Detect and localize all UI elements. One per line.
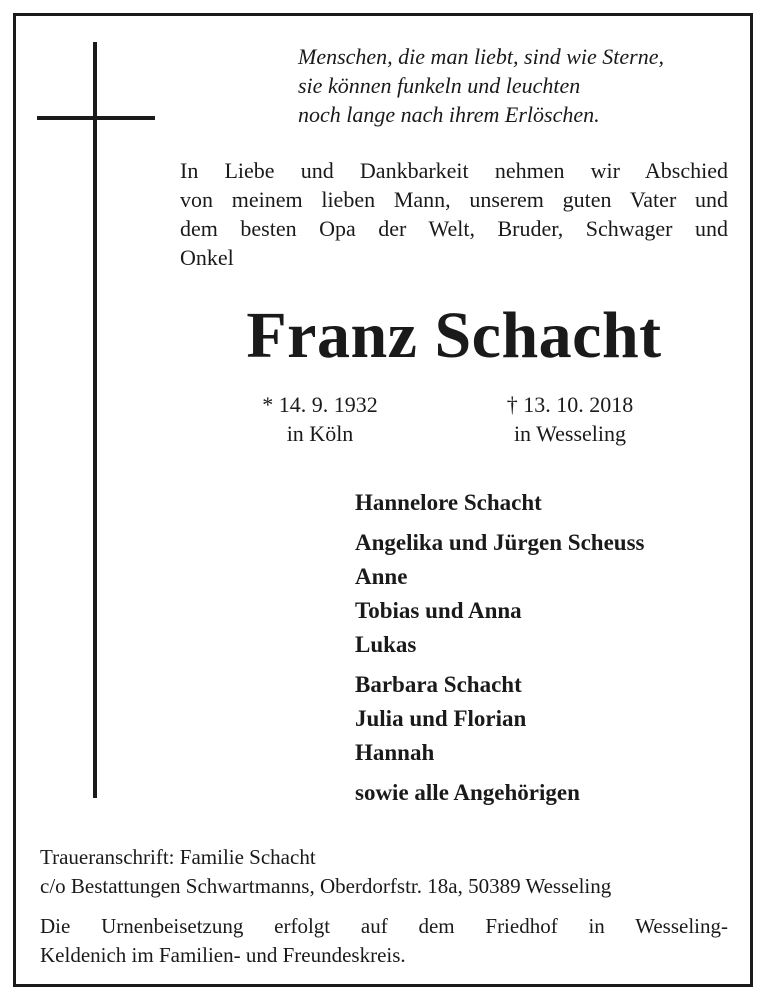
burial-line: Keldenich im Familien- und Freundeskreis. bbox=[40, 943, 406, 967]
birth-place: in Köln bbox=[286, 421, 354, 446]
mourner-group bbox=[355, 668, 645, 770]
mourner: Anne bbox=[355, 564, 408, 589]
deceased-name: Franz Schacht bbox=[246, 299, 662, 372]
address-line: Traueranschrift: Familie Schacht bbox=[40, 845, 316, 869]
mourner-group bbox=[355, 486, 645, 520]
cross-icon-bar bbox=[37, 116, 155, 120]
poem-line: Menschen, die man liebt, sind wie Sterne, bbox=[298, 44, 664, 69]
birth-info bbox=[250, 390, 390, 448]
mourner-group bbox=[355, 776, 645, 810]
intro-line: In Liebe und Dankbarkeit nehmen wir Abschied bbox=[180, 158, 728, 183]
mourner: Hannah bbox=[355, 740, 435, 765]
death-date: † 13. 10. 2018 bbox=[506, 392, 634, 417]
cross-icon bbox=[93, 42, 97, 798]
mourner: sowie alle Angehörigen bbox=[355, 780, 580, 805]
poem-line: sie können funkeln und leuchten bbox=[298, 73, 581, 98]
address-line: c/o Bestattungen Schwartmanns, Oberdorfstr. 18a, 50389 Wesseling bbox=[40, 874, 612, 898]
mourner: Hannelore Schacht bbox=[355, 490, 542, 515]
mourners-list bbox=[355, 486, 645, 816]
death-place: in Wesseling bbox=[513, 421, 627, 446]
poem bbox=[298, 42, 664, 129]
mourner: Angelika und Jürgen Scheuss bbox=[355, 530, 645, 555]
birth-date: * 14. 9. 1932 bbox=[262, 392, 378, 417]
mourning-address bbox=[40, 843, 611, 901]
burial-line: Die Urnenbeisetzung erfolgt auf dem Friedhof in Wesseling- bbox=[40, 914, 728, 938]
intro-line: dem besten Opa der Welt, Bruder, Schwager und bbox=[180, 216, 728, 241]
intro-line: Onkel bbox=[180, 245, 234, 270]
mourner: Julia und Florian bbox=[355, 706, 527, 731]
mourner: Lukas bbox=[355, 632, 417, 657]
mourner-group bbox=[355, 526, 645, 662]
intro-line: von meinem lieben Mann, unserem guten Vater und bbox=[180, 187, 728, 212]
mourner: Barbara Schacht bbox=[355, 672, 522, 697]
intro-text bbox=[180, 156, 728, 272]
poem-line: noch lange nach ihrem Erlöschen. bbox=[298, 102, 600, 127]
burial-note bbox=[40, 912, 728, 970]
mourner: Tobias und Anna bbox=[355, 598, 522, 623]
death-info bbox=[480, 390, 660, 448]
